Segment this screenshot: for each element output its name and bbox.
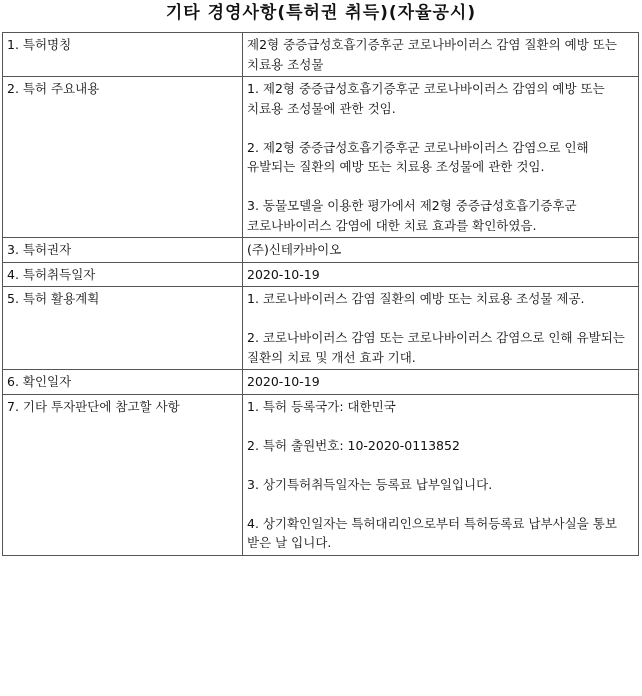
list-item: 2. 특허 출원번호: 10-2020-0113852 xyxy=(247,437,460,453)
row-label: 1. 특허명칭 xyxy=(3,33,243,77)
list-item: 2. 제2형 중증급성호흡기증후군 코로나바이러스 감염으로 인해 유발되는 질환의 예방 또는 치료용 조성물에 관한 것임. xyxy=(247,139,589,174)
list-item: 1. 특허 등록국가: 대한민국 xyxy=(247,398,396,414)
table-row xyxy=(3,262,639,287)
disclosure-table xyxy=(2,32,639,556)
row-value xyxy=(243,394,639,555)
row-label: 7. 기타 투자판단에 참고할 사항 xyxy=(3,394,243,555)
list-item: 4. 상기확인일자는 특허대리인으로부터 특허등록료 납부사실을 통보 받은 날 입니다. xyxy=(247,515,617,550)
table-row xyxy=(3,33,639,77)
row-label: 3. 특허권자 xyxy=(3,238,243,263)
row-label: 4. 특허취득일자 xyxy=(3,262,243,287)
page-title: 기타 경영사항(특허권 취득)(자율공시) xyxy=(165,3,477,23)
row-label: 5. 특허 활용계획 xyxy=(3,287,243,370)
list-item: 1. 코로나바이러스 감염 질환의 예방 또는 치료용 조성물 제공. xyxy=(247,291,585,306)
row-value: 2020-10-19 xyxy=(243,370,639,395)
table-row xyxy=(3,238,639,263)
row-value: (주)신테카바이오 xyxy=(243,238,639,263)
list-item: 2. 코로나바이러스 감염 또는 코로나바이러스 감염으로 인해 유발되는 질환의 치료 및 개선 효과 기대. xyxy=(247,330,625,365)
row-label: 6. 확인일자 xyxy=(3,370,243,395)
row-value xyxy=(243,287,639,370)
list-item: 1. 제2형 중증급성호흡기증후군 코로나바이러스 감염의 예방 또는 치료용 조성물에 관한 것임. xyxy=(247,81,605,116)
table-row xyxy=(3,394,639,555)
table-row xyxy=(3,287,639,370)
table-row xyxy=(3,77,639,238)
row-value: 2020-10-19 xyxy=(243,262,639,287)
row-label: 2. 특허 주요내용 xyxy=(3,77,243,238)
list-item: 3. 동물모델을 이용한 평가에서 제2형 중증급성호흡기증후군 코로나바이러스 감염에 대한 치료 효과를 확인하였음. xyxy=(247,198,577,233)
list-item: 3. 상기특허취득일자는 등록료 납부일입니다. xyxy=(247,476,493,492)
table-row xyxy=(3,370,639,395)
row-value xyxy=(243,77,639,238)
row-value: 제2형 중증급성호흡기증후군 코로나바이러스 감염 질환의 예방 또는 치료용 조성물 xyxy=(243,33,639,77)
